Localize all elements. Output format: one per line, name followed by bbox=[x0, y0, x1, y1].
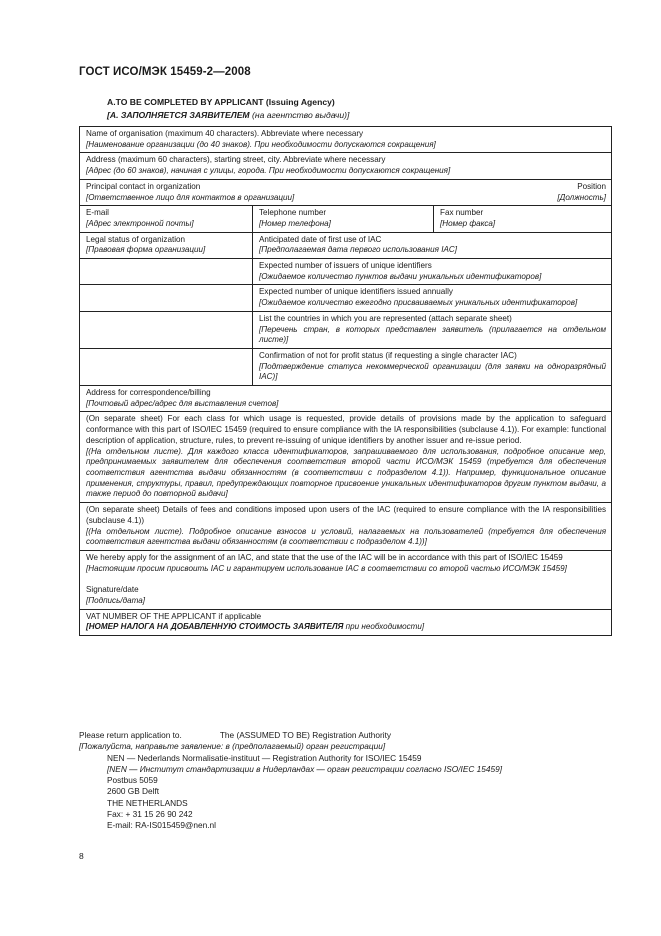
return-instructions bbox=[79, 730, 609, 832]
expected-identifiers-field[interactable]: Expected number of unique identifiers issued annually [Ожидаемое количество ежегодно присваиваемых уникальных идентификаторов] bbox=[253, 285, 612, 311]
city: 2600 GB Delft bbox=[107, 786, 160, 797]
signature-label-ru: [Подпись/дата] bbox=[86, 596, 145, 606]
empty-cell bbox=[80, 285, 253, 311]
email-address: E-mail: RA-IS015459@nen.nl bbox=[107, 820, 216, 831]
application-form bbox=[79, 126, 612, 636]
return-label-ru: [Пожалуйста, направьте заявление: в (предполагаемый) орган регистрации] bbox=[79, 741, 386, 752]
form-row-contact-details bbox=[80, 206, 612, 232]
postbus: Postbus 5059 bbox=[107, 775, 158, 786]
authority-label: The (ASSUMED TO BE) Registration Authority bbox=[219, 730, 392, 740]
expected-issuers-field[interactable]: Expected number of issuers of unique identifiers [Ожидаемое количество пунктов выдачи уникальных идентификаторов] bbox=[253, 259, 612, 285]
countries-field[interactable]: List the countries in which you are represented (attach separate sheet) [Перечень стран, в которых представлен заявитель (прилагается на отдельном листе)] bbox=[253, 311, 612, 348]
form-row-apply bbox=[80, 550, 612, 609]
nonprofit-field[interactable]: Confirmation of not for profit status (if requesting a single character IAC) [Подтверждение статуса некоммерческой организации (для заявки на одноразрядный IAC)] bbox=[253, 348, 612, 385]
document-header: ГОСТ ИСО/МЭК 15459-2—2008 bbox=[79, 66, 251, 78]
label-ru: [Адрес (до 60 знаков), начиная с улицы, города. При необходимости допускаются сокращения] bbox=[86, 166, 451, 176]
label-en: Name of organisation (maximum 40 characters). Abbreviate where necessary bbox=[86, 129, 364, 138]
section-title-ru: [А. ЗАПОЛНЯЕТСЯ ЗАЯВИТЕЛЕМ (на агентство выдачи)] bbox=[107, 109, 350, 120]
return-label: Please return application to. bbox=[79, 730, 182, 740]
nen-name-ru: [NEN — Институт стандартизации в Нидерландах — орган регистрации согласно ISO/IEC 15459] bbox=[107, 763, 503, 774]
telephone-field[interactable]: Telephone number [Номер телефона] bbox=[253, 206, 434, 232]
page-number: 8 bbox=[79, 851, 84, 861]
form-row-countries bbox=[80, 311, 612, 348]
label-ru: [Наименование организации (до 40 знаков). При необходимости допускаются сокращения] bbox=[86, 139, 436, 149]
form-row-name bbox=[80, 127, 612, 153]
form-row-nonprofit bbox=[80, 348, 612, 385]
empty-cell bbox=[80, 259, 253, 285]
form-row-provisions bbox=[80, 412, 612, 503]
form-row-issuers bbox=[80, 259, 612, 285]
correspondence-address-field[interactable]: Address for correspondence/billing [Почтовый адрес/адрес для выставления счетов] bbox=[80, 386, 612, 412]
empty-cell bbox=[80, 348, 253, 385]
legal-status-field[interactable]: Legal status of organization [Правовая форма организации] bbox=[80, 232, 253, 258]
section-title bbox=[107, 96, 349, 121]
section-title-en: A.TO BE COMPLETED BY APPLICANT (Issuing Agency) bbox=[107, 97, 335, 107]
email-field[interactable]: E-mail [Адрес электронной почты] bbox=[80, 206, 253, 232]
empty-cell bbox=[80, 311, 253, 348]
form-row-vat bbox=[80, 609, 612, 635]
provisions-field[interactable]: (On separate sheet) For each class for which usage is requested, provide details of provisions made by the application to safeguard conformance with this part of ISO/IEC 15459 (required to ensure compliance with the IA responsibilities (subclause 4.1)). For example: functional description of application, structure, rules, to prevent re-issuing of unique identifiers by another issuer and re-issue period. [(На отдельном листе). Для каждого класса идентификаторов, запрашиваемого для использования, подробное описание мер, предпринимаемых заявителем для обеспечения соответствия второй части ИСО/МЭК 15459 (требуется для обеспечения соответствия агентства выдачи обязанностям (в соответствии с подразделом 4.1)). Например, функциональное описание применения, структуры, правил, предупреждающих повторное присвоение уникальных идентификаторов другим пунктом выдачи, а также период до повторной выдачи] bbox=[80, 412, 612, 503]
address-field[interactable] bbox=[80, 153, 612, 179]
form-row-contact bbox=[80, 179, 612, 205]
position-label-en: Position bbox=[577, 181, 607, 191]
position-label-ru: [Должность] bbox=[557, 192, 607, 202]
form-row-issued bbox=[80, 285, 612, 311]
principal-contact-field[interactable] bbox=[80, 179, 612, 205]
application-statement-field[interactable]: We hereby apply for the assignment of an IAC, and state that the use of the IAC will be in accordance with this part of ISO/IEC 15459 [Настоящим просим присвоить IAC и гарантируем использование IAC в соответствии со второй частью ИСО/МЭК 15459] Signature/date [Подпись/дата] bbox=[80, 550, 612, 609]
label-en: Principal contact in organization bbox=[86, 181, 201, 191]
vat-number-field[interactable]: VAT NUMBER OF THE APPLICANT if applicable [НОМЕР НАЛОГА НА ДОБАВЛЕННУЮ СТОИМОСТЬ ЗАЯВИТЕЛЯ при необходимости] bbox=[80, 609, 612, 635]
nen-name: NEN — Nederlands Normalisatie-instituut — Registration Authority for ISO/IEC 15459 bbox=[107, 752, 422, 763]
anticipated-date-field[interactable]: Anticipated date of first use of IAC [Предполагаемая дата первого использования IAC] bbox=[253, 232, 612, 258]
fees-field[interactable]: (On separate sheet) Details of fees and conditions imposed upon users of the IAC (required to ensure compliance with the IA responsibilities (subclause 4.1)) [(На отдельном листе). Подробное описание взносов и условий, налагаемых на пользователей (требуется для обеспечения соответствия агентства выдачи обязанностям (в соответствии с подразделом 4.1))] bbox=[80, 503, 612, 551]
form-row-correspondence bbox=[80, 386, 612, 412]
label-ru: [Ответственное лицо для контактов в организации] bbox=[86, 192, 295, 202]
form-row-fees bbox=[80, 503, 612, 551]
fax-number: Fax: + 31 15 26 90 242 bbox=[107, 809, 193, 820]
form-row-legal bbox=[80, 232, 612, 258]
country: THE NETHERLANDS bbox=[107, 797, 188, 808]
label-en: Address (maximum 60 characters), starting street, city. Abbreviate where necessary bbox=[86, 155, 386, 165]
form-row-address bbox=[80, 153, 612, 179]
signature-label: Signature/date bbox=[86, 585, 139, 595]
fax-field[interactable]: Fax number [Номер факса] bbox=[434, 206, 612, 232]
name-of-organisation-field[interactable] bbox=[80, 127, 612, 153]
